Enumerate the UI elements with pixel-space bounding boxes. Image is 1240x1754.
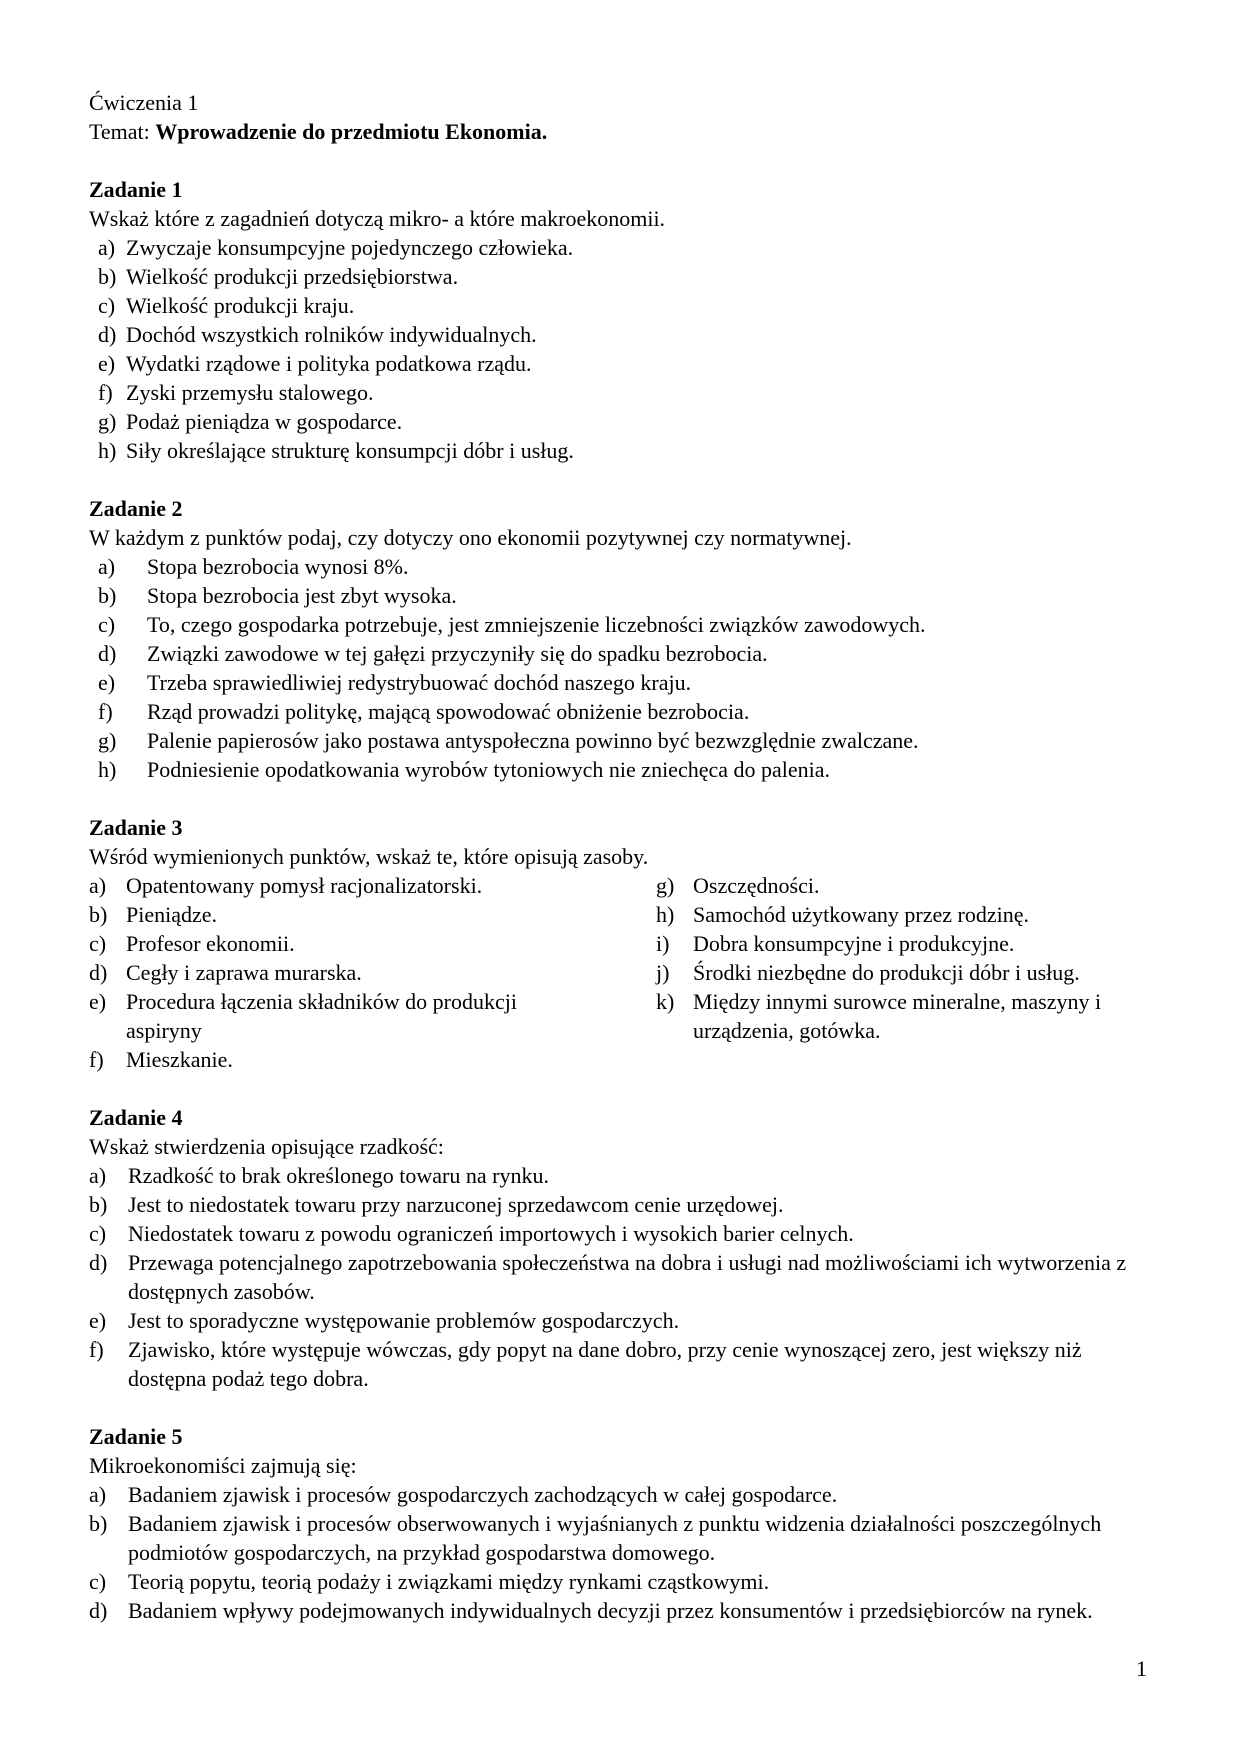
- item-text: Stopa bezrobocia wynosi 8%.: [147, 554, 409, 579]
- item-label: b): [89, 902, 108, 927]
- item-text: Profesor ekonomii.: [126, 931, 295, 956]
- item-label: b): [89, 1192, 108, 1217]
- item-label: c): [98, 612, 116, 637]
- list-item: [89, 291, 1149, 320]
- item-text: Rzadkość to brak określonego towaru na rynku.: [128, 1163, 549, 1188]
- item-label: e): [98, 670, 116, 695]
- list-item: [89, 1480, 1149, 1509]
- zadanie-2-question: W każdym z punktów podaj, czy dotyczy ono ekonomii pozytywnej czy normatywnej.: [89, 525, 852, 550]
- item-label: e): [98, 351, 116, 376]
- item-text: Palenie papierosów jako postawa antyspołeczna powinno być bezwzględnie zwalczane.: [147, 728, 919, 753]
- zadanie-2: [89, 494, 1149, 784]
- item-text: Przewaga potencjalnego zapotrzebowania społeczeństwa na dobra i usługi nad możliwościami ich wytworzenia z dostępnych zasobów.: [128, 1250, 1127, 1304]
- item-text: Podaż pieniądza w gospodarce.: [126, 409, 403, 434]
- list-item: [89, 581, 1149, 610]
- item-label: e): [89, 989, 107, 1014]
- list-item: [89, 233, 1149, 262]
- item-text: Teorią popytu, teorią podaży i związkami między rynkami cząstkowymi.: [128, 1569, 770, 1594]
- zadanie-5-title: Zadanie 5: [89, 1424, 183, 1449]
- item-label: f): [89, 1337, 104, 1362]
- zadanie-4-question: Wskaż stwierdzenia opisujące rzadkość:: [89, 1134, 444, 1159]
- item-text: Badaniem zjawisk i procesów obserwowanych i wyjaśnianych z punktu widzenia działalności poszczególnych podmiotów gospodarczych, na przykład gospodarstwa domowego.: [128, 1511, 1102, 1565]
- list-item: [89, 407, 1149, 436]
- list-item: [89, 610, 1149, 639]
- list-item: [656, 929, 1146, 958]
- item-text: Badaniem zjawisk i procesów gospodarczych zachodzących w całej gospodarce.: [128, 1482, 838, 1507]
- item-text: Między innymi surowce mineralne, maszyny i urządzenia, gotówka.: [693, 989, 1102, 1043]
- item-text: Dochód wszystkich rolników indywidualnych.: [126, 322, 537, 347]
- item-label: j): [656, 960, 670, 985]
- item-label: d): [89, 1250, 108, 1275]
- item-text: Procedura łączenia składników do produkcji aspiryny: [126, 989, 517, 1043]
- item-text: Zwyczaje konsumpcyjne pojedynczego człowieka.: [126, 235, 574, 260]
- list-item: [89, 262, 1149, 291]
- list-item: [89, 639, 1149, 668]
- item-text: Rząd prowadzi politykę, mającą spowodować obniżenie bezrobocia.: [147, 699, 750, 724]
- item-text: Wielkość produkcji kraju.: [126, 293, 355, 318]
- list-item: [89, 1596, 1148, 1625]
- item-label: h): [98, 438, 117, 463]
- list-item: [89, 900, 609, 929]
- topic-title: Wprowadzenie do przedmiotu Ekonomia.: [155, 119, 548, 144]
- list-item: [89, 726, 1149, 755]
- item-label: k): [656, 989, 675, 1014]
- list-item: [89, 436, 1149, 465]
- list-item: [89, 1335, 1128, 1393]
- list-item: [89, 1306, 1149, 1335]
- item-label: i): [656, 931, 670, 956]
- list-item: [656, 871, 1146, 900]
- item-label: b): [98, 264, 117, 289]
- zadanie-3-right-column: [656, 871, 1146, 1045]
- item-text: Niedostatek towaru z powodu ograniczeń importowych i wysokich barier celnych.: [128, 1221, 854, 1246]
- document-page: [89, 88, 1149, 1625]
- item-text: Mieszkanie.: [126, 1047, 233, 1072]
- zadanie-1-question: Wskaż które z zagadnień dotyczą mikro- a które makroekonomii.: [89, 206, 666, 231]
- item-label: f): [89, 1047, 104, 1072]
- item-label: d): [98, 322, 117, 347]
- item-text: Wydatki rządowe i polityka podatkowa rządu.: [126, 351, 532, 376]
- item-text: To, czego gospodarka potrzebuje, jest zmniejszenie liczebności związków zawodowych.: [147, 612, 926, 637]
- item-text: Zyski przemysłu stalowego.: [126, 380, 374, 405]
- list-item: [89, 320, 1149, 349]
- item-text: Oszczędności.: [693, 873, 820, 898]
- topic-line: [89, 117, 1149, 146]
- list-item: [89, 958, 609, 987]
- item-text: Trzeba sprawiedliwiej redystrybuować dochód naszego kraju.: [147, 670, 692, 695]
- item-label: g): [98, 409, 117, 434]
- zadanie-5: [89, 1422, 1149, 1625]
- item-label: e): [89, 1308, 107, 1333]
- item-text: Związki zawodowe w tej gałęzi przyczyniły się do spadku bezrobocia.: [147, 641, 768, 666]
- list-item: [89, 1219, 1149, 1248]
- zadanie-3-question: Wśród wymienionych punktów, wskaż te, które opisują zasoby.: [89, 844, 649, 869]
- list-item: [89, 987, 546, 1045]
- zadanie-1: [89, 175, 1149, 465]
- item-text: Jest to sporadyczne występowanie problemów gospodarczych.: [128, 1308, 680, 1333]
- page-number: 1: [1136, 1656, 1147, 1681]
- list-item: [89, 349, 1149, 378]
- item-text: Badaniem wpływy podejmowanych indywidualnych decyzji przez konsumentów i przedsiębiorców na rynek.: [128, 1598, 1093, 1623]
- zadanie-4-title: Zadanie 4: [89, 1105, 183, 1130]
- zadanie-5-question: Mikroekonomiści zajmują się:: [89, 1453, 357, 1478]
- item-label: h): [98, 757, 117, 782]
- list-item: [89, 1190, 1149, 1219]
- item-text: Jest to niedostatek towaru przy narzuconej sprzedawcom cenie urzędowej.: [128, 1192, 784, 1217]
- list-item: [89, 552, 1149, 581]
- zadanie-4: [89, 1103, 1149, 1393]
- item-text: Samochód użytkowany przez rodzinę.: [693, 902, 1029, 927]
- zadanie-3: [89, 813, 1149, 1074]
- item-label: b): [98, 583, 117, 608]
- item-label: g): [656, 873, 675, 898]
- topic-prefix: Temat:: [89, 119, 156, 144]
- list-item: [656, 987, 1113, 1045]
- item-label: d): [89, 960, 108, 985]
- zadanie-1-title: Zadanie 1: [89, 177, 183, 202]
- course-label: Ćwiczenia 1: [89, 90, 199, 115]
- item-label: c): [89, 1569, 107, 1594]
- list-item: [89, 1045, 609, 1074]
- item-label: c): [89, 1221, 107, 1246]
- item-text: Środki niezbędne do produkcji dóbr i usług.: [693, 960, 1080, 985]
- item-label: a): [98, 554, 116, 579]
- item-label: h): [656, 902, 675, 927]
- item-label: a): [89, 1163, 107, 1188]
- list-item: [89, 1509, 1128, 1567]
- item-label: g): [98, 728, 117, 753]
- list-item: [89, 668, 1149, 697]
- list-item: [89, 871, 609, 900]
- item-text: Podniesienie opodatkowania wyrobów tytoniowych nie zniechęca do palenia.: [147, 757, 831, 782]
- item-label: a): [89, 1482, 107, 1507]
- list-item: [656, 958, 1146, 987]
- item-label: f): [98, 380, 113, 405]
- zadanie-2-title: Zadanie 2: [89, 496, 183, 521]
- item-text: Wielkość produkcji przedsiębiorstwa.: [126, 264, 459, 289]
- list-item: [89, 378, 1149, 407]
- item-label: d): [89, 1598, 108, 1623]
- item-label: d): [98, 641, 117, 666]
- item-text: Dobra konsumpcyjne i produkcyjne.: [693, 931, 1015, 956]
- item-text: Zjawisko, które występuje wówczas, gdy popyt na dane dobro, przy cenie wynoszącej zero, jest większy niż dostępna podaż tego dobra.: [128, 1337, 1082, 1391]
- zadanie-3-left-column: [89, 871, 609, 1074]
- list-item: [89, 1248, 1148, 1306]
- list-item: [89, 697, 1149, 726]
- list-item: [89, 929, 609, 958]
- item-label: a): [98, 235, 116, 260]
- item-text: Opatentowany pomysł racjonalizatorski.: [126, 873, 483, 898]
- list-item: [89, 1567, 1149, 1596]
- item-label: c): [98, 293, 116, 318]
- item-text: Pieniądze.: [126, 902, 218, 927]
- item-text: Stopa bezrobocia jest zbyt wysoka.: [147, 583, 457, 608]
- item-label: b): [89, 1511, 108, 1536]
- zadanie-3-title: Zadanie 3: [89, 815, 183, 840]
- item-label: a): [89, 873, 107, 898]
- item-text: Cegły i zaprawa murarska.: [126, 960, 362, 985]
- list-item: [89, 1161, 1149, 1190]
- item-label: f): [98, 699, 113, 724]
- list-item: [89, 755, 1149, 784]
- item-text: Siły określające strukturę konsumpcji dóbr i usług.: [126, 438, 574, 463]
- list-item: [656, 900, 1146, 929]
- item-label: c): [89, 931, 107, 956]
